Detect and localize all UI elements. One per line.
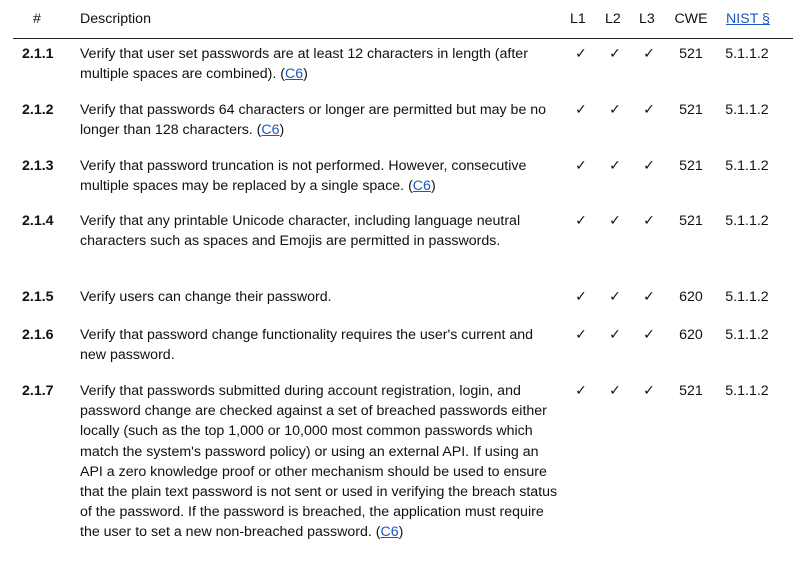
requirement-id: 2.1.5	[22, 289, 54, 305]
c6-reference-link[interactable]: C6	[380, 524, 399, 541]
l2-check-icon: ✓	[609, 102, 621, 118]
l2-check-icon: ✓	[609, 158, 621, 174]
l1-check-icon: ✓	[575, 327, 587, 343]
l3-check-icon: ✓	[643, 213, 655, 229]
l3-check-icon: ✓	[643, 289, 655, 305]
l2-check-icon: ✓	[609, 383, 621, 399]
requirement-text: Verify that user set passwords are at least 12 characters in length (after multiple spaces are combined). (C6)	[80, 46, 528, 83]
l2-check-icon: ✓	[609, 289, 621, 305]
requirement-id: 2.1.3	[22, 158, 54, 174]
l3-check-icon: ✓	[643, 383, 655, 399]
header-nist-link[interactable]: NIST §	[726, 11, 770, 27]
requirement-id: 2.1.6	[22, 327, 54, 343]
l1-check-icon: ✓	[575, 158, 587, 174]
cwe-value: 521	[679, 158, 703, 174]
cwe-value: 620	[679, 327, 703, 343]
nist-value: 5.1.1.2	[725, 289, 769, 305]
header-l1: L1	[570, 11, 586, 27]
nist-value: 5.1.1.2	[725, 158, 769, 174]
l1-check-icon: ✓	[575, 46, 587, 62]
cwe-value: 521	[679, 102, 703, 118]
cwe-value: 521	[679, 383, 703, 399]
l3-check-icon: ✓	[643, 46, 655, 62]
l1-check-icon: ✓	[575, 213, 587, 229]
nist-value: 5.1.1.2	[725, 46, 769, 62]
l1-check-icon: ✓	[575, 383, 587, 399]
nist-value: 5.1.1.2	[725, 213, 769, 229]
l3-check-icon: ✓	[643, 102, 655, 118]
nist-value: 5.1.1.2	[725, 102, 769, 118]
requirement-id: 2.1.2	[22, 102, 54, 118]
header-number: #	[33, 11, 41, 27]
c6-reference-link[interactable]: C6	[261, 122, 280, 139]
nist-value: 5.1.1.2	[725, 383, 769, 399]
requirement-text: Verify users can change their password.	[80, 289, 332, 305]
l3-check-icon: ✓	[643, 327, 655, 343]
l2-check-icon: ✓	[609, 213, 621, 229]
cwe-value: 521	[679, 213, 703, 229]
requirement-text: Verify that passwords 64 characters or longer are permitted but may be no longer than 128 characters. (C6)	[80, 102, 547, 139]
nist-value: 5.1.1.2	[725, 327, 769, 343]
header-description: Description	[80, 11, 151, 27]
l2-check-icon: ✓	[609, 46, 621, 62]
cwe-value: 521	[679, 46, 703, 62]
cwe-value: 620	[679, 289, 703, 305]
requirement-text: Verify that password change functionality requires the user's current and new password.	[80, 327, 534, 364]
header-cwe: CWE	[674, 11, 708, 27]
l2-check-icon: ✓	[609, 327, 621, 343]
requirement-id: 2.1.4	[22, 213, 54, 229]
l1-check-icon: ✓	[575, 102, 587, 118]
requirement-id: 2.1.1	[22, 46, 54, 62]
requirement-id: 2.1.7	[22, 383, 54, 399]
l1-check-icon: ✓	[575, 289, 587, 305]
header-l2: L2	[605, 11, 621, 27]
header-divider	[13, 38, 793, 39]
requirement-text: Verify that passwords submitted during account registration, login, and password change are checked against a set of breached passwords either locally (such as the top 1,000 or 10,000 most common passwords which match the system's password policy) or using an external API. If using an API a zero knowledge proof or other mechanism should be used to ensure that the plain text password is not sent or used in verifying the breach status of the password. If the password is breached, the application must require the user to set a new non-breached password. (C6)	[80, 383, 558, 541]
c6-reference-link[interactable]: C6	[412, 178, 431, 195]
c6-reference-link[interactable]: C6	[285, 66, 304, 83]
requirement-text: Verify that password truncation is not performed. However, consecutive multiple spaces may be replaced by a single space. (C6)	[80, 158, 527, 195]
l3-check-icon: ✓	[643, 158, 655, 174]
header-l3: L3	[639, 11, 655, 27]
requirement-text: Verify that any printable Unicode character, including language neutral characters such as spaces and Emojis are permitted in passwords.	[80, 213, 521, 250]
